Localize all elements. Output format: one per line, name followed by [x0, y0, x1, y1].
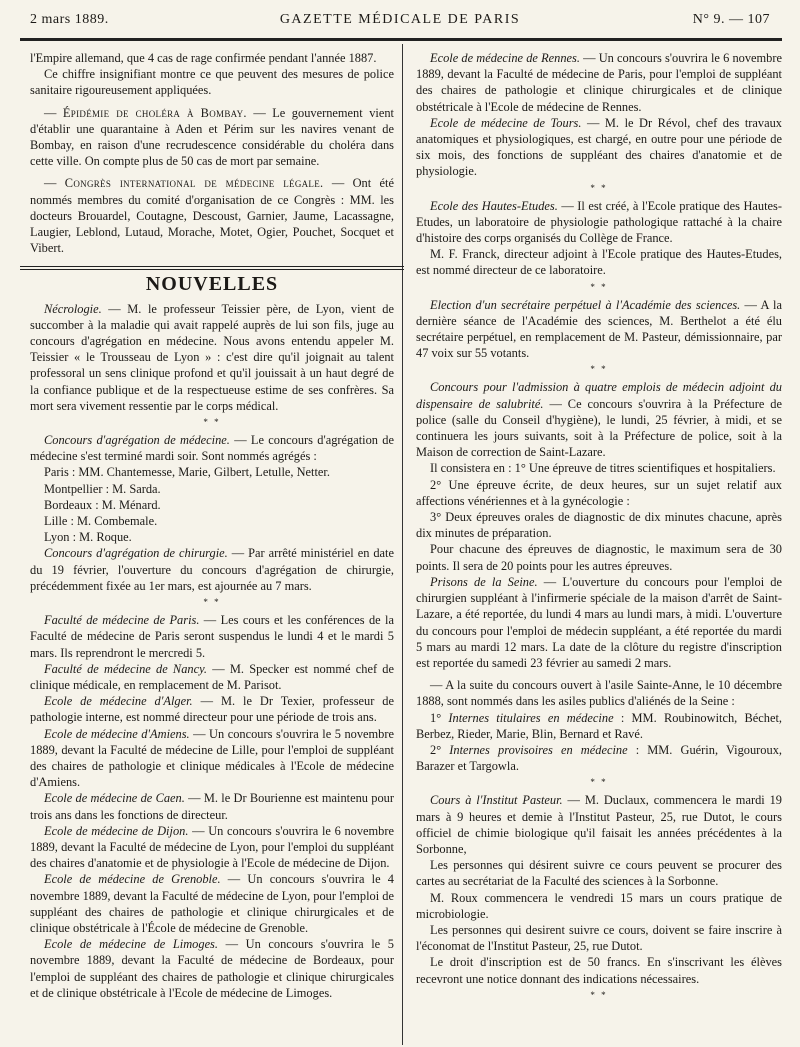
pasteur-item [416, 792, 782, 857]
cartes-paragraph: Les personnes qui désirent suivre ce cours peuvent se procurer des cartes au secrétariat de la Faculté des sciences à la Sorbonne. [416, 858, 782, 889]
consistera-paragraph: Il consistera en : 1° Une épreuve de titres scientifiques et hospitaliers. [430, 461, 776, 476]
agreg-list-item: Bordeaux : M. Ménard. [44, 497, 161, 512]
franck-paragraph: M. F. Franck, directeur adjoint à l'Ecole pratique des Hautes-Etudes, est nommé directeur de ce laboratoire. [416, 247, 782, 278]
alger-heading: Ecole de médecine d'Alger. [44, 694, 193, 709]
caen-text: — M. le Dr Bourienne est maintenu pour trois ans dans les fonctions de directeur. [30, 791, 394, 822]
pasteur-heading: Cours à l'Institut Pasteur. [430, 793, 563, 808]
econome-paragraph: Les personnes qui desirent suivre ce cours, doivent se faire inscrire à l'économat de l'Institut Pasteur, 25, rue Dutot. [416, 922, 782, 954]
section-title-nouvelles: NOUVELLES [145, 273, 279, 296]
prisons-item [416, 574, 782, 671]
alger-text: — M. le Dr Texier, professeur de pathologie interne, est nommé directeur pour une période de trois ans. [30, 694, 394, 725]
roux-paragraph: M. Roux commencera le vendredi 15 mars un cours pratique de microbiologie. [416, 890, 782, 921]
internes-titulaires-label: Internes titulaires en médecine [448, 710, 614, 725]
fac-paris-heading: Faculté de médecine de Paris. [44, 613, 200, 628]
cholera-item: — Épidémie de choléra à Bombay. — Le gouvernement vient d'établir une quarantaine à Aden et Périm sur les navires venant de Bombay, en raison d'une recrudescence considérable du choléra dans cette ville. On compte plus de 50 cas de mort par semaine. [30, 105, 394, 169]
hautes-etudes-text: — Il est créé, à l'Ecole pratique des Hautes-Etudes, un laboratoire de physiologie pathologique rattaché à la chaire d'histoire des corps organisés du Collège de France. [416, 198, 783, 246]
internes-provisoires-label: Internes provisoires en médecine [449, 742, 628, 757]
hautes-etudes-item [416, 198, 782, 247]
tours-text: — M. le Dr Révol, chef des travaux anatomiques et physiologiques, est chargé, en outre pour une période de six mois, des fonctions de suppléant des chaires d'anatomie et de physiologie. [416, 115, 782, 179]
congres-text: — Ont été nommés membres du comité d'organisation de ce Congrès : MM. les docteurs Brouardel, Coutagne, Descoust, Garnier, Jaume, Lacassagne, Laugier, Leblond, Lutaud, Morache, Motet, Ogier, Pouchet, Socquet et Vibert. [30, 176, 394, 256]
internes-titulaires-item: 1° Internes titulaires en médecine : MM. Roubinowitch, Béchet, Berbez, Rieder, Marie, Blin, Bernard et Ravé. [416, 710, 783, 741]
congres-heading: Congrès international de médecine légale. [64, 176, 324, 191]
points-paragraph: Pour chacune des épreuves de diagnostic, le maximum sera de 30 points. Il sera de 20 points pour les autres épreuves. [416, 542, 782, 573]
election-heading: Election d'un secrétaire perpétuel à l'Académie des sciences. [430, 297, 741, 312]
agreg-med-item [30, 432, 394, 464]
header-date: 2 mars 1889. [30, 12, 109, 27]
amiens-item [30, 726, 394, 791]
agreg-chir-item [30, 545, 394, 594]
header-title: GAZETTE MÉDICALE DE PARIS [279, 12, 521, 27]
dispensaire-item [416, 379, 782, 460]
cholera-text: — Le gouvernement vient d'établir une quarantaine à Aden et Périm sur les navires venant de Bombay, en raison d'une recrudescence considérable du choléra dans cette ville. On compte plus de 50 cas de mort par semaine. [30, 105, 394, 169]
prisons-text: — L'ouverture du concours pour l'emploi de chirurgien suppléant à l'infirmerie spéciale de la maison d'arrêt de Saint-Lazare, a été reportée, du lundi 4 mars au lundi mars, à midi. L'ouverture du concours pour l'emploi de médecin suppléant, a été reportée du mardi 5 mars au mardi 12 mars. La date de la clôture du registre d'inscription est reportée du samedi 23 février au samedi 2 mars. [416, 574, 782, 670]
fac-nancy-item [30, 661, 394, 693]
fac-paris-text: — Les cours et les conférences de la Faculté de médecine de Paris seront suspendus le lundi 4 et le mardi 5 mars. Ils reprendront le mercredi 5. [30, 613, 394, 660]
rage-paragraph-end: l'Empire allemand, que 4 cas de rage confirmée pendant l'année 1887. [30, 51, 377, 65]
fac-nancy-heading: Faculté de médecine de Nancy. [44, 661, 208, 676]
agreg-chir-heading: Concours d'agrégation de chirurgie. [44, 546, 228, 561]
stars-divider: * * [590, 281, 608, 292]
stars-divider: * * [590, 364, 608, 375]
right-column [416, 50, 782, 1005]
droit-paragraph: Le droit d'inscription est de 50 francs. En s'inscrivant les élèves recevront une notice donnant des indications nécessaires. [416, 955, 782, 986]
necrologie-text: — M. le professeur Teissier père, de Lyon, vient de succomber à la maladie qui avait rappelé auprès de lui son fils, juge au concours d'agrégation en médecine. Nous avons entendu appeler M. Teissier « le Trousseau de Lyon » : c'est dire qu'il joignait au talent professoral un sens clinique profond et qu'il jouissait à un haut degré de la confiance publique et de la respectueuse estime de ses confrères. Sa mort sera vivement ressentie par le corps médical. [30, 301, 394, 413]
caen-heading: Ecole de médecine de Caen. [44, 791, 185, 806]
epreuve-3-paragraph: 3° Deux épreuves orales de diagnostic de dix minutes chacune, après dix minutes de préparation. [416, 510, 782, 541]
agreg-list-item: Montpellier : M. Sarda. [44, 481, 161, 496]
fac-paris-item [30, 612, 394, 661]
tours-item [416, 115, 782, 180]
agreg-list-item: Paris : MM. Chantemesse, Marie, Gilbert, Letulle, Netter. [44, 465, 330, 480]
limoges-heading: Ecole de médecine de Limoges. [44, 937, 218, 952]
dijon-heading: Ecole de médecine de Dijon. [44, 823, 189, 838]
stars-divider: * * [203, 597, 221, 608]
left-column [30, 50, 394, 1001]
caen-item [30, 790, 394, 822]
cholera-heading: Épidémie de choléra à Bombay. [62, 105, 247, 120]
amiens-text: — Un concours s'ouvrira le 5 novembre 1889, devant la Faculté de médecine de Lille, pour l'emploi de suppléant des chaires de pathologie et clinique médicales à l'Ecole de médecine d'Amiens. [30, 726, 394, 790]
dijon-text: — Un concours s'ouvrira le 6 novembre 1889, devant la Faculté de médecine de Lyon, pour l'emploi du suppléant des chaires d'anatomie et de physiologie à l'Ecole de médecine de Dijon. [30, 823, 394, 871]
pasteur-text: — M. Duclaux, commencera le mardi 19 mars à 9 heures et demie à l'Institut Pasteur, 25, rue Dutot, le cours officiel de chimie biologique qu'il faisait les années précédentes à la Sorbonne, [416, 793, 782, 856]
dijon-item [30, 823, 394, 872]
prisons-heading: Prisons de la Seine. [430, 574, 538, 589]
internes-titulaires-names: : MM. Roubinowitch, Béchet, Berbez, Rieder, Marie, Blin, Bernard et Ravé. [416, 710, 783, 741]
police-paragraph: Ce chiffre insignifiant montre ce que peuvent des mesures de police sanitaire rigoureusement appliquées. [30, 67, 394, 98]
rennes-item [416, 50, 782, 115]
amiens-heading: Ecole de médecine d'Amiens. [44, 726, 190, 741]
stars-divider: * * [203, 417, 221, 428]
necrologie-heading: Nécrologie. [44, 301, 102, 316]
asile-paragraph: — A la suite du concours ouvert à l'asile Sainte-Anne, le 10 décembre 1888, sont nommés dans les asiles publics d'aliénés de la Seine : [416, 678, 782, 709]
grenoble-text: — Un concours s'ouvrira le 4 novembre 1889, devant la Faculté de médecine de Lyon, pour l'emploi de suppléant des chaires de pathologie et clinique chirurgicales et de clinique obstétricale à l'École de médecine de Grenoble. [30, 872, 394, 935]
stars-divider: * * [590, 777, 608, 788]
stars-divider: * * [590, 182, 608, 193]
agreg-list-item: Lyon : M. Roque. [44, 530, 132, 545]
congres-item: — Congrès international de médecine légale. — Ont été nommés membres du comité d'organisation de ce Congrès : MM. les docteurs Brouardel, Coutagne, Descoust, Garnier, Jaume, Lacassagne, Laugier, Leblond, Lutaud, Morache, Motet, Ogier, Pouchet, Socquet et Vibert. [30, 176, 394, 256]
dispensaire-heading: Concours pour l'admission à quatre emplois de médecin adjoint du dispensaire de salubrité. [416, 380, 782, 411]
column-divider [402, 44, 403, 1045]
header-page-number: N° 9. — 107 [692, 12, 770, 27]
rennes-heading: Ecole de médecine de Rennes. [430, 51, 580, 65]
section-separator [20, 266, 404, 270]
agreg-med-heading: Concours d'agrégation de médecine. [44, 433, 230, 448]
hautes-etudes-heading: Ecole des Hautes-Etudes. [430, 198, 558, 213]
tours-heading: Ecole de médecine de Tours. [430, 115, 582, 130]
dispensaire-text: — Ce concours s'ouvrira à la Préfecture de police (salle du Conseil d'hygiène), le lundi, 25 février, à midi, et se continuera les jours suivants, soit à la Préfecture de police, soit à la Maison de correction de Saint-Lazare. [416, 396, 782, 460]
agreg-list-item: Lille : M. Combemale. [44, 514, 158, 529]
agreg-med-text: — Le concours d'agrégation de médecine s'est terminé mardi soir. Sont nommés agrégés : [30, 433, 394, 464]
header-rule [20, 38, 782, 41]
grenoble-item [30, 871, 394, 936]
rennes-text: — Un concours s'ouvrira le 6 novembre 1889, devant la Faculté de médecine de Paris, pour l'emploi de suppléant des chaires de pathologie et clinique chirurgicales et de clinique obstétricale à l'Ecole de médecine de Rennes. [416, 51, 782, 114]
epreuve-2-paragraph: 2° Une épreuve écrite, de deux heures, sur un sujet relatif aux affections vénériennes et à la gynécologie : [416, 477, 782, 508]
page-header [30, 12, 770, 32]
limoges-text: — Un concours s'ouvrira le 5 novembre 1889, devant la Faculté de médecine de Bordeaux, pour l'emploi de suppléant des chaires de pathologie et clinique chirurgicales et de clinique obstétricale à l'Ecole de médecine de Limoges. [30, 937, 394, 1000]
grenoble-heading: Ecole de médecine de Grenoble. [44, 872, 221, 887]
agreg-chir-text: — Par arrêté ministériel en date du 19 février, l'ouverture du concours d'agrégation de chirurgie, précédemment fixée au 1er mars, est ajournée au 7 mars. [30, 546, 394, 593]
limoges-item [30, 936, 394, 1001]
election-item [416, 297, 782, 362]
stars-divider: * * [590, 989, 608, 1000]
internes-provisoires-item: 2° Internes provisoires en médecine : MM. Guérin, Vigouroux, Barazer et Targowla. [416, 742, 782, 774]
necrologie-item [30, 301, 394, 414]
election-text: — A la dernière séance de l'Académie des sciences, M. Berthelot a été élu secrétaire perpétuel, en remplacement de M. Pasteur, démissionnaire, par 47 voix sur 55 votants. [416, 297, 782, 361]
internes-provisoires-names: : MM. Guérin, Vigouroux, Barazer et Targowla. [416, 742, 782, 774]
alger-item [30, 693, 394, 725]
fac-nancy-text: — M. Specker est nommé chef de clinique médicale, en remplacement de M. Parisot. [30, 661, 394, 692]
